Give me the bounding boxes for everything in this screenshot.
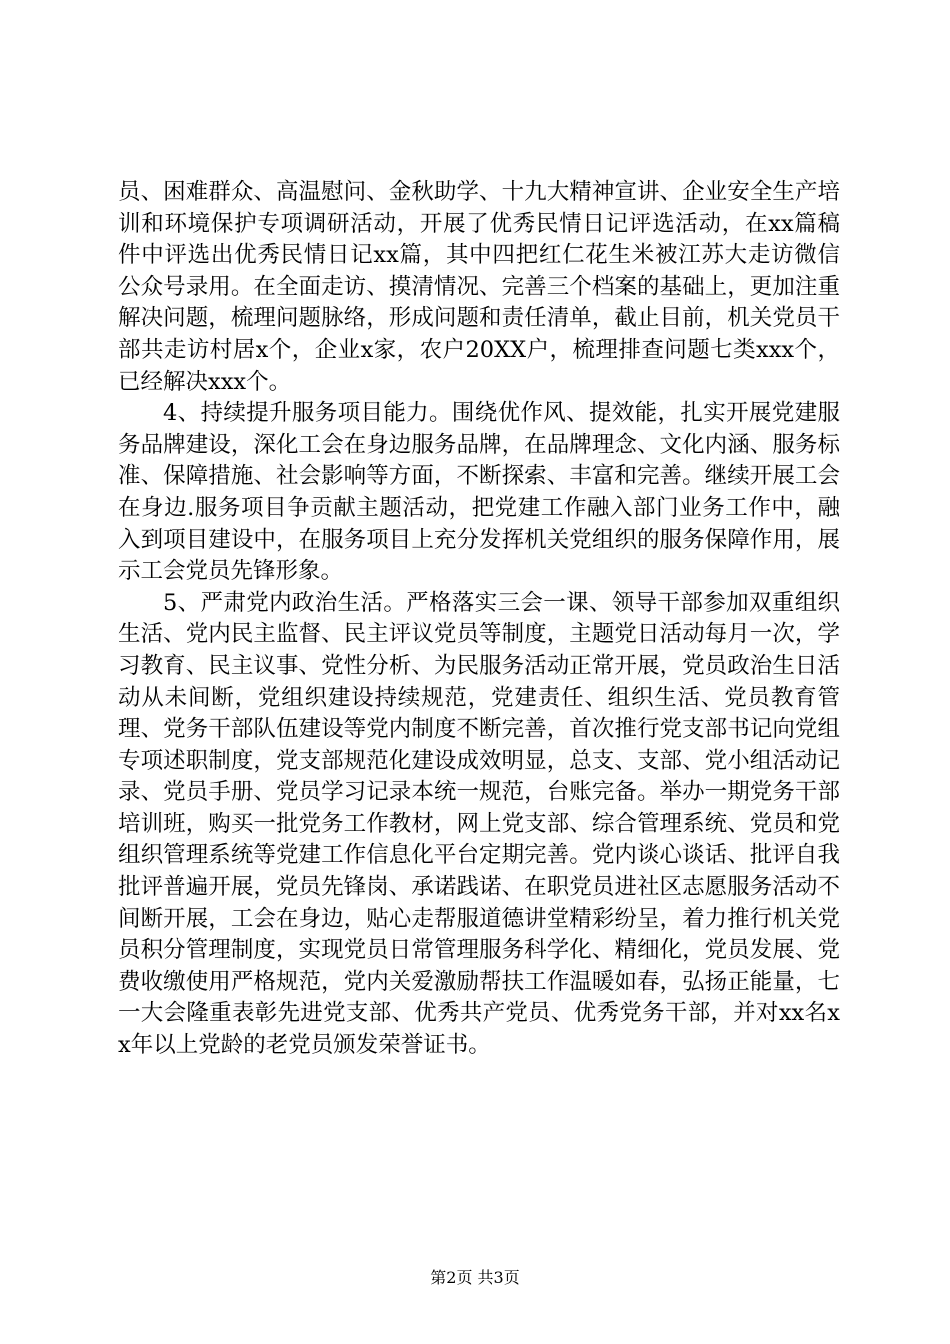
paragraph-item-4: 4、持续提升服务项目能力。围绕优作风、提效能，扎实开展党建服务品牌建设，深化工会在身边服务品牌，在品牌理念、文化内涵、服务标准、保障措施、社会影响等方面，不断探索、丰富和完善。继续开展工会在身边.服务项目争贡献主题活动，把党建工作融入部门业务工作中，融入到项目建设中，在服务项目上充分发挥机关党组织的服务保障作用，展示工会党员先锋形象。 bbox=[118, 400, 840, 585]
paragraph-item-5: 5、严肃党内政治生活。严格落实三会一课、领导干部参加双重组织生活、党内民主监督、民主评议党员等制度，主题党日活动每月一次，学习教育、民主议事、党性分析、为民服务活动正常开展，党员政治生日活动从未间断，党组织建设持续规范，党建责任、组织生活、党员教育管理、党务干部队伍建设等党内制度不断完善，首次推行党支部书记向党组专项述职制度，党支部规范化建设成效明显，总支、支部、党小组活动记录、党员手册、党员学习记录本统一规范，台账完备。举办一期党务干部培训班，购买一批党务工作教材，网上党支部、综合管理系统、党员和党组织管理系统等党建工作信息化平台定期完善。党内谈心谈话、批评自我批评普遍开展，党员先锋岗、承诺践诺、在职党员进社区志愿服务活动不间断开展，工会在身边，贴心走帮服道德讲堂精彩纷呈，着力推行机关党员积分管理制度，实现党员日常管理服务科学化、精细化，党员发展、党费收缴使用严格规范，党内关爱激励帮扶工作温暖如春，弘扬正能量，七一大会隆重表彰先进党支部、优秀共产党员、优秀党务干部，并对xx名xx年以上党龄的老党员颁发荣誉证书。 bbox=[118, 589, 840, 1059]
document-body bbox=[118, 177, 840, 1062]
paragraph-continuation: 员、困难群众、高温慰问、金秋助学、十九大精神宣讲、企业安全生产培训和环境保护专项调研活动，开展了优秀民情日记评选活动，在xx篇稿件中评选出优秀民情日记xx篇，其中四把红仁花生米被江苏大走访微信公众号录用。在全面走访、摸清情况、完善三个档案的基础上，更加注重解决问题，梳理问题脉络，形成问题和责任清单，截止目前，机关党员干部共走访村居x个，企业x家，农户20XX户，梳理排查问题七类xxx个，已经解决xxx个。 bbox=[118, 179, 840, 395]
page-number-footer: 第2页 共3页 bbox=[430, 1268, 520, 1287]
